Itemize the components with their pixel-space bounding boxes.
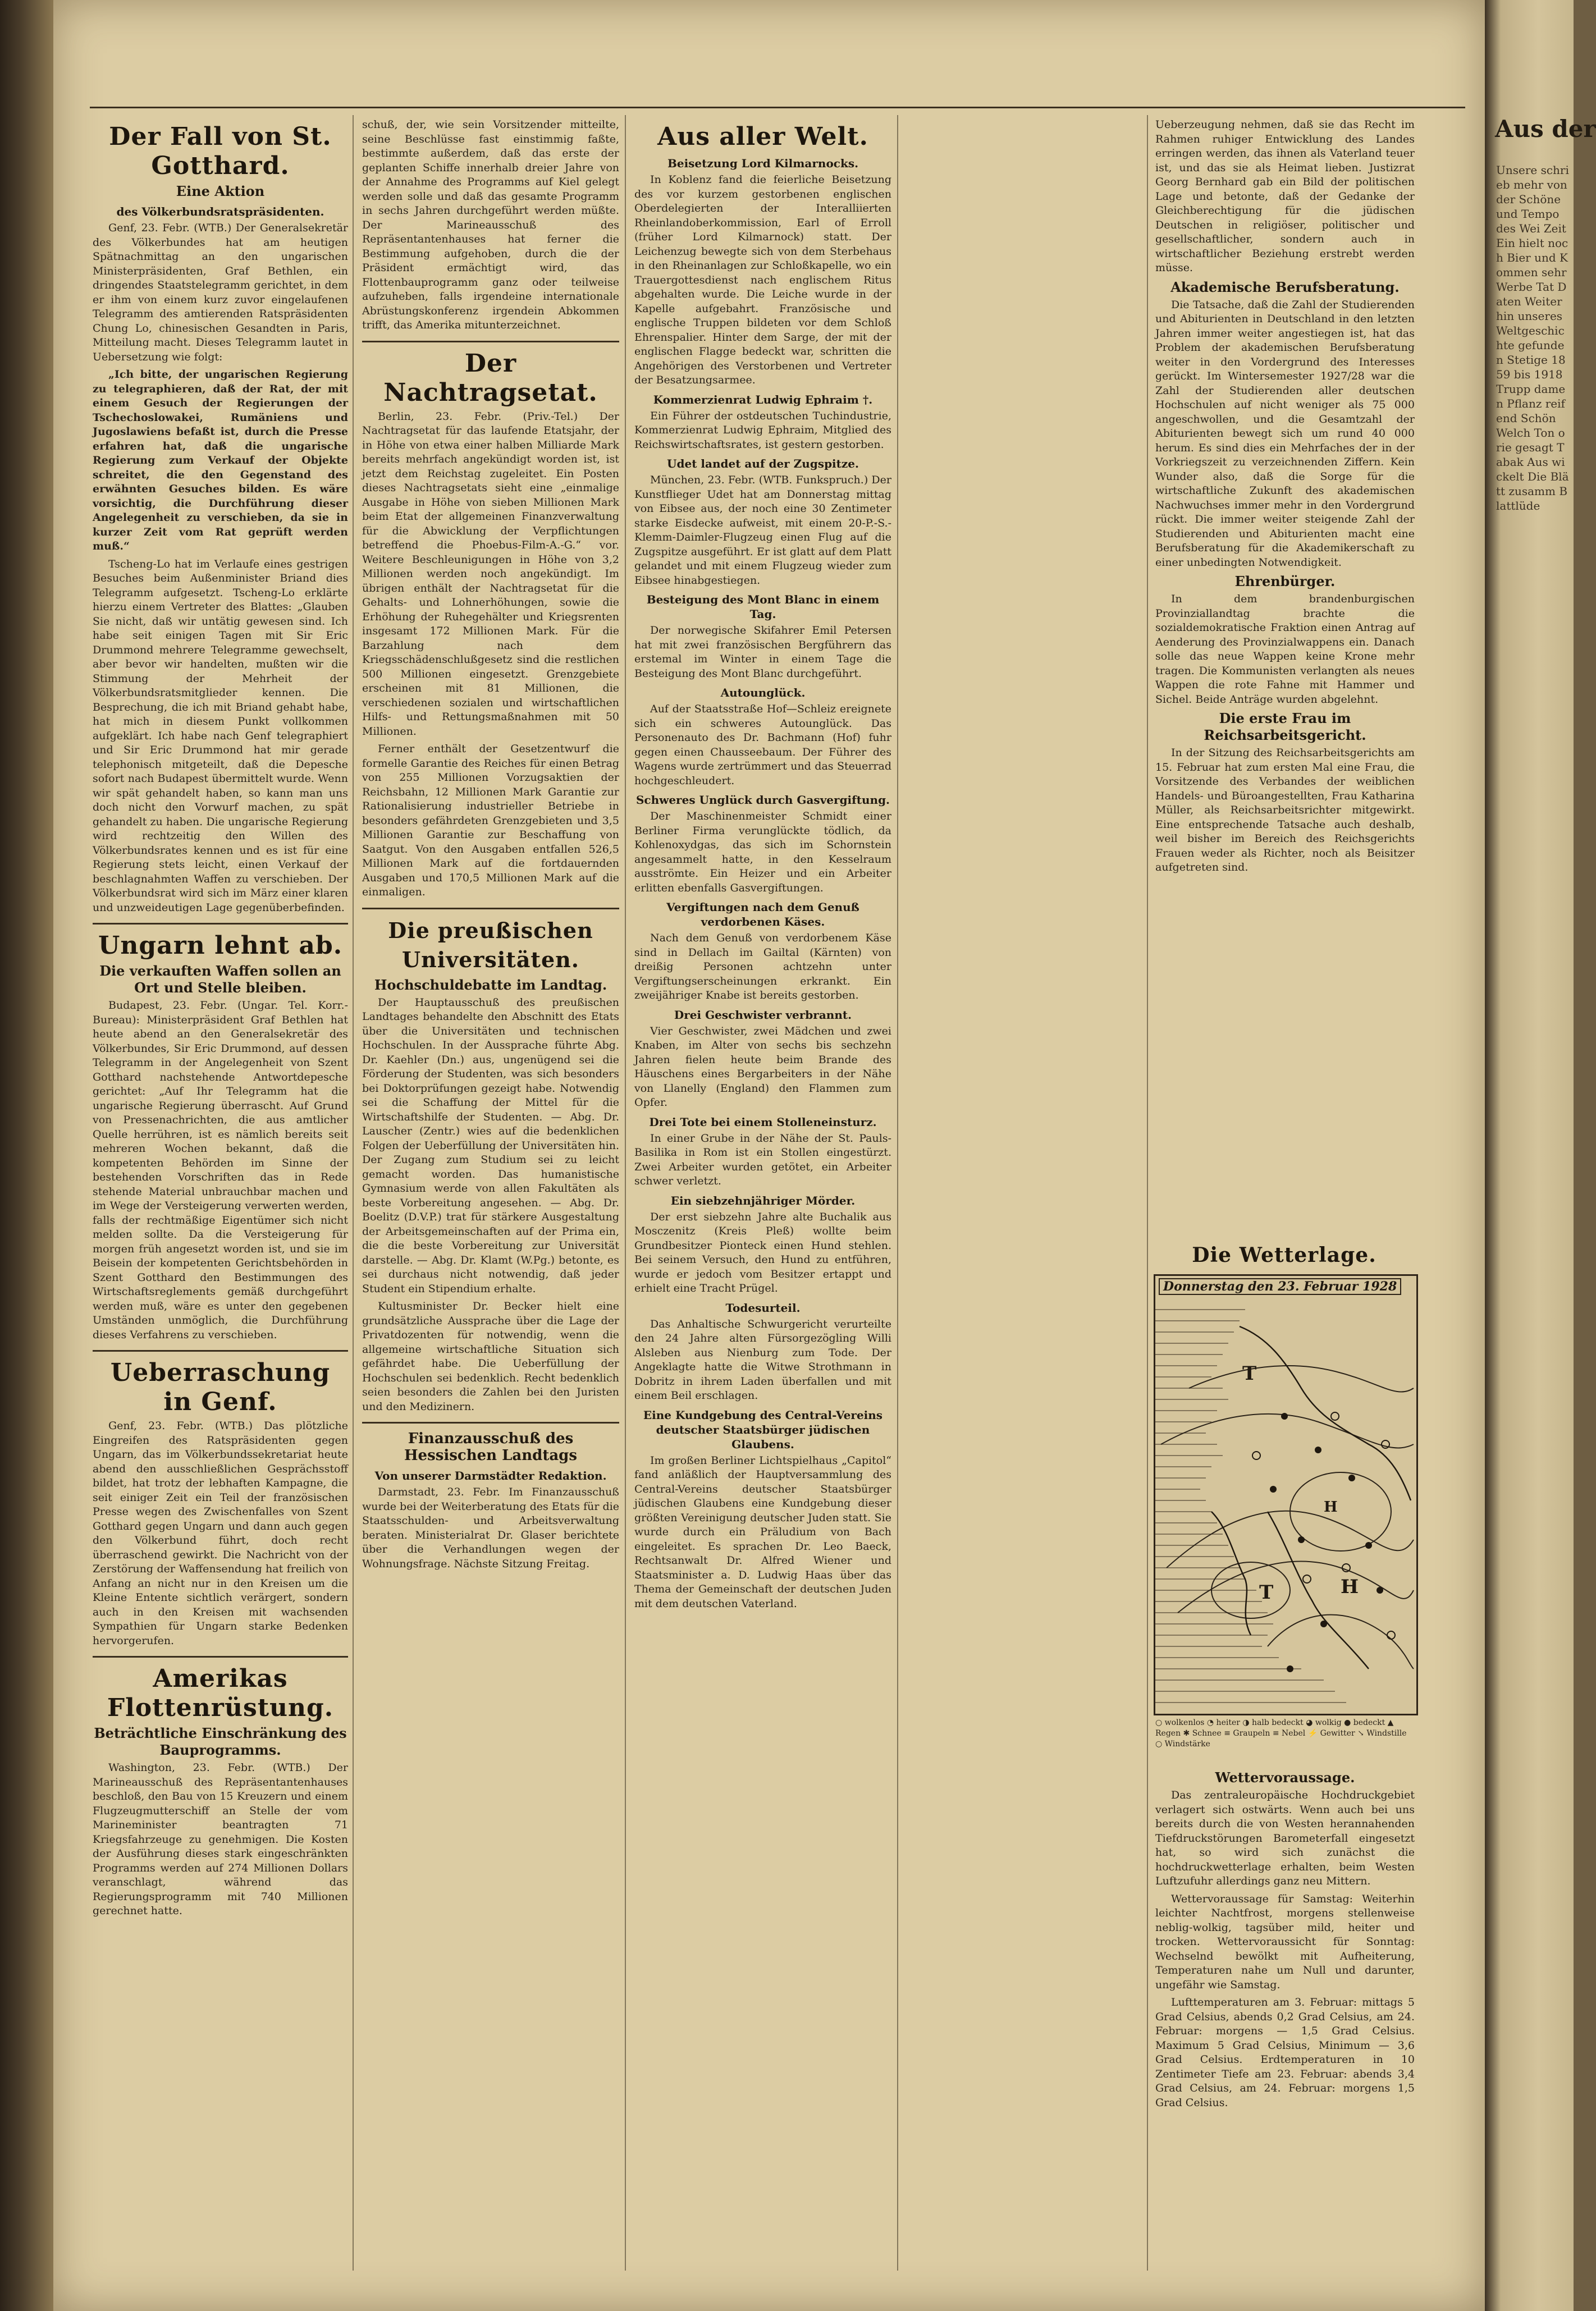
headline-wetterlage: Die Wetterlage.: [1192, 1243, 1377, 1267]
subheadline: Wettervoraussage.: [1215, 1769, 1355, 1786]
weather-map-graphic: [1155, 1276, 1416, 1714]
article-paragraph: Ueberzeugung nehmen, daß sie das Recht im Rahmen ruhiger Entwicklung des Landes erringen werden, das ihnen als Vaterland teuer ist, und das sie als Heimat lieben. Justizrat Georg Bernhard gab ein Bild der politischen Lage und betonte, daß der Gedanke der Gleichberechtigung für die jüdischen Deutschen in religiöser, politischer und gesellschaftlicher, sondern auch in wirtschaftlicher Beziehung erstrebt werden müsse.: [1155, 118, 1415, 274]
column-divider: [625, 115, 626, 2271]
article-paragraph: Berlin, 23. Febr. (Priv.-Tel.) Der Nachtragsetat für das laufende Etatsjahr, der in Höhe von etwa einer halben Milliarde Mark bereits mehrfach angekündigt worden ist, ist jetzt dem Reichstag zugeleitet. Ein Posten dieses Nachtragsetats sieht eine „einmalige Ausgabe in Höhe von sieben Millionen Mark beim Etat der allgemeinen Finanzverwaltung für die Abwicklung der Verpflichtungen betreffend die Phoebus-Film-A.-G.“ vor. Weitere Beschleunigungen in Höhe von 3,2 Millionen werden noch angekündigt. Im übrigen enthält der Nachtragsetat für die Gehalts- und Lohnerhöhungen, sowie die Erhöhung der Ruhegehälter und Kriegsrenten insgesamt 172 Millionen Mark. Für die Barzahlung nach dem Kriegsschädenschlußgesetz sind die restlichen 500 Millionen eingesetzt. Grenzgebiete erscheinen mit 81 Millionen, die verschiedenen sozialen und wirtschaftlichen Hilfs- und Rettungsmaßnahmen mit 50 Millionen.: [362, 410, 619, 738]
subheadline: Todesurteil.: [725, 1301, 801, 1315]
subheadline: Autounglück.: [720, 686, 806, 699]
article-paragraph: Darmstadt, 23. Febr. Im Finanzausschuß wurde bei der Weiterberatung des Etats für die Staatsschulden- und Arbeitsverwaltung beraten. Ministerialrat Dr. Glaser berichtete über die Verhandlungen wegen der Wohnungsfrage. Nächste Sitzung Freitag.: [362, 1486, 619, 1570]
adjacent-page-text: Unsere schrieb mehr von der Schöne und Tempo des Wei Zeit Ein hielt noch Bier und Kommen sehr Werbe Tat Daten Weiterhin unseres Weltgeschichte gefunden Stetige 1859 bis 1918 Trupp damen Pflanz reifend Schön Welch Ton orie gesagt Tabak Aus wickelt Die Blätt zusamm Blattlüde: [1496, 163, 1569, 512]
subheadline: Schweres Unglück durch Gasvergiftung.: [635, 793, 890, 807]
subheadline: Besteigung des Mont Blanc in einem Tag.: [646, 593, 880, 621]
section-rule: [93, 923, 348, 925]
article-paragraph: Das Anhaltische Schwurgericht verurteilte den 24 Jahre alten Fürsorgezögling Willi Alsleben aus Nienburg zum Tode. Der Angeklagte hatte die Witwe Strothmann in Dobritz in ihrem Laden überfallen und mit einem Beil erschlagen.: [634, 1317, 891, 1402]
article-paragraph: Genf, 23. Febr. (WTB.) Das plötzliche Eingreifen des Ratspräsidenten gegen Ungarn, das im Völkerbundssekretariat heute abend den ausschließlichen Gesprächsstoff bildet, hat trotz der lebhaften Kampagne, die seit einiger Zeit ein Teil der französischen Presse wegen des Zwischenfalles von Szent Gotthard gegen Ungarn und dann auch gegen den Völkerbund führt, doch recht überraschend gewirkt. Die Nachricht von der Zerstörung der Waffensendung hat freilich von Anfang an nicht nur in den Kreisen um die Kleine Entente sichtlich verärgert, sondern auch in den Kreisen mit wachsenden Sympathien für Ungarn starke Bedenken hervorgerufen.: [93, 1420, 348, 1647]
subheadline: Eine Kundgebung des Central-Vereins deutscher Staatsbürger jüdischen Glaubens.: [643, 1408, 883, 1451]
headline-aus-aller-welt: Aus aller Welt.: [657, 122, 868, 151]
article-paragraph: Vier Geschwister, zwei Mädchen und zwei Knaben, im Alter von sechs bis sechzehn Jahren fielen heute beim Brande des Häuschens eines Bergarbeiters in der Nähe von Llanelly (England) den Flammen zum Opfer.: [634, 1024, 891, 1109]
article-paragraph: Der Maschinenmeister Schmidt einer Berliner Firma verunglückte tödlich, da Kohlenoxydgas, das sich im Schornstein angesammelt hatte, in den Kesselraum ausströmte. Ein Heizer und ein Arbeiter erlitten ebenfalls Gasvergiftungen.: [634, 810, 891, 894]
subheadline: Die erste Frau im Reichsarbeitsgericht.: [1204, 710, 1366, 743]
article-paragraph: In einer Grube in der Nähe der St. Pauls-Basilika in Rom ist ein Stollen eingestürzt. Zwei Arbeiter wurden getötet, ein Arbeiter schwer verletzt.: [634, 1132, 891, 1187]
column-divider: [353, 115, 354, 2271]
article-paragraph: Der erst siebzehn Jahre alte Buchalik aus Mosczenitz (Kreis Pleß) wollte beim Grundbesitzer Pionteck einen Hund stehlen. Bei seinem Versuch, den Hund zu entführen, wurde er jedoch vom Besitzer ertappt und erhielt eine Tracht Prügel.: [634, 1210, 891, 1294]
article-paragraph: Die Tatsache, daß die Zahl der Studierenden und Abiturienten in Deutschland in den letzten Jahren immer weiter angestiegen ist, hat das Problem der akademischen Berufsberatung weiter in den Vordergrund des Interesses gerückt. Im Wintersemester 1927/28 war die Zahl der Studierenden aller deutschen Hochschulen auf nicht weniger als 75 000 angeschwollen, und die Gesamtzahl der Abiturienten bewegt sich um rund 40 000 herum. Es sind dies ein Mehrfaches der in der Vorkriegszeit zu verzeichnenden Ziffern. Kein Wunder also, daß die Sorge für die wirtschaftliche Zukunft des akademischen Nachwuchses immer mehr in den Vordergrund rückt. Die immer weiter steigende Zahl der Studierenden und Abiturienten macht eine Berufsberatung für die Akademikerschaft zu einer unbedingten Notwendigkeit.: [1155, 298, 1415, 569]
top-rule: [90, 107, 1465, 108]
section-rule: [362, 1422, 619, 1424]
article-paragraph: Der norwegische Skifahrer Emil Petersen hat mit zwei französischen Bergführern das erstemal im Winter in einem Tage die Besteigung des Mont Blanc durchgeführt.: [634, 624, 891, 680]
subheadline: Udet landet auf der Zugspitze.: [667, 457, 859, 470]
headline-nachtragsetat: Der Nachtragsetat.: [383, 349, 598, 407]
article-paragraph: Wettervoraussage für Samstag: Weiterhin leichter Nachtfrost, morgens stellenweise neblig-wolkig, tagsüber mild, heiter und trocken. Wettervoraussicht für Sonntag: Wechselnd bewölkt mit Aufheiterung, Temperaturen nahe um Null und darunter, ungefähr wie Samstag.: [1155, 1892, 1415, 1991]
subheadline: Beträchtliche Einschränkung des Bauprogramms.: [94, 1725, 347, 1758]
section-rule: [362, 341, 619, 342]
column-4-bottom: [1155, 1768, 1415, 2262]
weather-map-title: Donnerstag den 23. Februar 1928: [1159, 1278, 1401, 1295]
adjacent-page-headline: Aus der: [1495, 115, 1596, 143]
subheadline: Hochschuldebatte im Landtag.: [374, 976, 607, 993]
article-paragraph: Der Hauptausschuß des preußischen Landtages behandelte den Abschnitt des Etats über die Universitäten und technischen Hochschulen. In der Aussprache führte Abg. Dr. Kaehler (Dn.) aus, ungenügend sei die Förderung der Studenten, was sich besonders bei Doktorprüfungen gezeigt habe. Notwendig sei die Schaffung der Mittel für die Wirtschaftshilfe der Studenten. — Abg. Dr. Lauscher (Zentr.) wies auf die bedenklichen Folgen der Ueberfüllung der Universitäten hin. Der Zugang zum Studium sei zu leicht gemacht worden. Das humanistische Gymnasium werde von allen Fakultäten als beste Vorbereitung angesehen. — Abg. Dr. Boelitz (D.V.P.) trat für stärkere Ausgestaltung der Arbeitsgemeinschaften auf der Prima ein, die die beste Vorbereitung zur Universität darstelle. — Abg. Dr. Klamt (W.Pg.) betonte, es sei durchaus nicht notwendig, daß jeder Student ein Stipendium erhalte.: [362, 996, 619, 1295]
headline-st-gotthard: Der Fall von St. Gotthard.: [109, 122, 332, 180]
article-paragraph: Budapest, 23. Febr. (Ungar. Tel. Korr.-Bureau): Ministerpräsident Graf Bethlen hat heute abend an den Generalsekretär des Völkerbundes, Sir Eric Drummond, auf dessen Telegramm in der Angelegenheit von Szent Gotthard nachstehende Antwortdepesche gerichtet: „Auf Ihr Telegramm hat die ungarische Regierung überrascht. Auf Grund von Pressenachrichten, die aus amtlicher Quelle herrühren, ist es nämlich bereits seit mehreren Wochen bekannt, daß die kompetenten Behörden im Sinne der bestehenden Vorschriften das in Rede stehende Material unbrauchbar machen und im Wege der Versteigerung verwerten werden, falls der rechtmäßige Eigentümer sich nicht melden sollte. Da die Versteigerung für morgen früh angesetzt worden ist, und sie im Beisein der kompetenten Gerichtsbehörden in Szent Gotthard den Bestimmungen des Wirtschaftsreglements gemäß durchgeführt werden muß, wäre es unter den gegebenen Umständen unmöglich, die Durchführung dieses Verfahrens zu verschieben.: [93, 999, 348, 1341]
article-paragraph: Lufttemperaturen am 3. Februar: mittags 5 Grad Celsius, abends 0,2 Grad Celsius, am 24. Februar: morgens — 1,5 Grad Celsius. Maximum 5 Grad Celsius, Minimum — 3,6 Grad Celsius. Erdtemperaturen in 10 Zentimeter Tiefe am 23. Februar: abends 3,4 Grad Celsius, am 24. Februar: morgens 1,5 Grad Celsius.: [1155, 1996, 1415, 2109]
svg-text:H: H: [1341, 1576, 1359, 1598]
section-rule: [93, 1350, 348, 1352]
column-divider: [897, 115, 898, 2271]
article-paragraph: Tscheng-Lo hat im Verlaufe eines gestrigen Besuches beim Außenminister Briand dies Telegramm aufgesetzt. Tscheng-Lo erklärte hierzu einem Vertreter des Blattes: „Glauben Sie nicht, daß wir untätig gewesen sind. Ich habe seit einigen Tagen mit Sir Eric Drummond mehrere Telegramme gewechselt, aber bevor wir handelten, mußten wir die Stimmung der Mehrheit der Völkerbundsratsmitglieder kennen. Die Besprechung, die ich mit Briand gehabt habe, hat mich in diesem Punkt vollkommen aufgeklärt. Ich habe nach Genf telegraphiert und Sir Eric Drummond hat mir gerade telephonisch mitgeteilt, daß die Depesche sofort nach Budapest übermittelt wurde. Wenn wir spät gehandelt haben, so kann man uns doch nicht den Vorwurf machen, zu spät gehandelt zu haben. Die ungarische Regierung wird rechtzeitig den Willen des Völkerbundsrates kennen und es ist für eine Regierung stets leicht, einen Verkauf der beschlagnahmten Waffen zu verschieben. Der Völkerbundsrat wird sich im März einer klaren und unzweideutigen Lage gegenüberbefinden.: [93, 557, 348, 914]
subheadline: Kommerzienrat Ludwig Ephraim †.: [653, 392, 873, 406]
subheadline: Beisetzung Lord Kilmarnocks.: [667, 157, 859, 170]
book-spine-left: [0, 0, 53, 2311]
weather-map: [1154, 1274, 1418, 1715]
headline-universitaeten: Die preußischen Universitäten.: [388, 917, 593, 972]
svg-text:T: T: [1242, 1362, 1257, 1385]
subheadline: Akademische Berufsberatung.: [1170, 278, 1400, 295]
headline-ungarn: Ungarn lehnt ab.: [98, 931, 343, 960]
subheadline: Ein siebzehnjähriger Mörder.: [670, 1193, 856, 1207]
article-paragraph: „Ich bitte, der ungarischen Regierung zu telegraphieren, daß der Rat, der mit einem Gesuch der Regierungen der Tschechoslowakei, Rumäniens und Jugoslawiens befaßt ist, durch die Presse erfahren hat, daß die ungarische Regierung zum Verkauf der Objekte schreitet, die den Gegenstand des erwähnten Gesuches bilden. Es wäre vorsichtig, die Durchführung dieser Angelegenheit zu verschieben, da sie in kurzer Zeit vom Rat geprüft werden muß.“: [93, 368, 348, 552]
svg-text:H: H: [1324, 1499, 1338, 1516]
subheadline: Vergiftungen nach dem Genuß verdorbenen Käses.: [666, 900, 859, 928]
column-1: [93, 118, 348, 2268]
article-paragraph: Das zentraleuropäische Hochdruckgebiet verlagert sich ostwärts. Wenn auch bei uns bereits durch die von Westen herannahenden Tiefdruckstörungen Barometerfall eingesetzt hat, so wird sich zunächst die hochdruckwetterlage erhalten, beim Westen Luftzufuhr allerdings ganz neu Mittern.: [1155, 1789, 1415, 1887]
article-paragraph: Im großen Berliner Lichtspielhaus „Capitol“ fand anläßlich der Hauptversammlung des Central-Vereins deutscher Staatsbürger jüdischen Glaubens eine Kundgebung dieser größten Vereinigung deutscher Juden statt. Sie wurde durch ein Präludium von Bach eingeleitet. Es sprachen Dr. Leo Baeck, Rechtsanwalt Dr. Alfred Wiener und Staatsminister a. D. Ludwig Haas über das Thema der Gemeinschaft der deutschen Juden mit dem deutschen Vaterland.: [634, 1454, 891, 1610]
article-paragraph: Genf, 23. Febr. (WTB.) Der Generalsekretär des Völkerbundes hat am heutigen Spätnachmittag an den ungarischen Ministerpräsidenten, Graf Bethlen, ein dringendes Staatstelegramm gerichtet, in dem er ihm von einem kurz zuvor eingelaufenen Telegramm des amtierenden Ratspräsidenten Chung Lo, chinesischen Gesandten in Paris, Mitteilung macht. Dieses Telegramm lautet in Uebersetzung wie folgt:: [93, 222, 348, 363]
article-paragraph: In dem brandenburgischen Provinziallandtag brachte die sozialdemokratische Fraktion einen Antrag auf Aenderung des Provinzialwappens ein. Danach solle das neue Wappen keine Krone mehr tragen. Die Kommunisten verlangten als neues Wappen die rote Fahne mit Hammer und Sichel. Beide Anträge wurden abgelehnt.: [1155, 593, 1415, 706]
column-3: [634, 118, 891, 2268]
subheadline: des Völkerbundsratspräsidenten.: [116, 205, 324, 218]
article-paragraph: Kultusminister Dr. Becker hielt eine grundsätzliche Aussprache über die Lage der Privatdozenten für notwendig, wenn die allgemeine wirtschaftliche Situation sich gefährdet habe. Die Ueberfüllung der Hochschulen sei bedenklich. Recht bedenklich seien besonders die Zahlen bei den Juristen und den Medizinern.: [362, 1300, 619, 1413]
adjacent-page-edge: [1485, 0, 1596, 2311]
article-paragraph: Nach dem Genuß von verdorbenem Käse sind in Dellach im Gailtal (Kärnten) von dreißig Personen achtzehn unter Vergiftungserscheinungen erkrankt. Ein zweijähriger Knabe ist bereits gestorben.: [634, 932, 891, 1001]
headline-amerika: Amerikas Flottenrüstung.: [107, 1664, 334, 1722]
article-paragraph: In Koblenz fand die feierliche Beisetzung des vor kurzem gestorbenen englischen Oberdelegierten der Interalliierten Rheinlandoberkommission, Earl of Erroll (früher Lord Kilmarnock) statt. Der Leichenzug bewegte sich von dem Sterbehaus in den Rheinanlagen zur Schloßkapelle, wo ein Trauergottesdienst nach englischem Ritus abgehalten wurde. Die Leiche wurde in der Kapelle aufgebahrt. Französische und englische Truppen bildeten vor dem Schloß Ehrenspalier. Hinter dem Sarge, der mit der englischen Flagge bedeckt war, schritten die Angehörigen des Verstorbenen und Vertreter der Besatzungsarmee.: [634, 173, 891, 386]
article-paragraph: München, 23. Febr. (WTB. Funkspruch.) Der Kunstflieger Udet hat am Donnerstag mittag von Eibsee aus, der noch eine 30 Zentimeter starke Eisdecke aufweist, mit einem 20-P.-S.-Klemm-Daimler-Flugzeug einen Flug auf die Zugspitze ausgeführt. Er ist glatt auf dem Platt gelandet und mit einem Flugzeug wieder zum Eibsee hinabgestiegen.: [634, 474, 891, 587]
article-paragraph: Washington, 23. Febr. (WTB.) Der Marineausschuß des Repräsentantenhauses beschloß, den Bau von 15 Kreuzern und einem Flugzeugmutterschiff an Stelle der vom Marineminister beantragten 71 Kriegsfahrzeuge zu genehmigen. Die Kosten der Ausführung dieses stark eingeschränkten Programms werden auf 274 Millionen Dollars veranschlagt, während das Regierungsprogramm mit 740 Millionen gerechnet hatte.: [93, 1761, 348, 1917]
headline-finanzausschuss: Finanzausschuß des Hessischen Landtags: [404, 1430, 577, 1464]
weather-heading: [1154, 1241, 1415, 1270]
weather-map-legend: ○ wolkenlos ◔ heiter ◑ halb bedeckt ◕ wolkig ● bedeckt ▲ Regen ✱ Schnee ≡ Graupeln ≡ Nebel ⚡ Gewitter ↘ Windstille ○ Windstärke: [1155, 1718, 1407, 1749]
column-4-top: [1155, 118, 1415, 1241]
svg-text:T: T: [1259, 1581, 1274, 1604]
column-divider: [1147, 115, 1148, 2271]
subheadline: Drei Tote bei einem Stolleneinsturz.: [649, 1115, 877, 1129]
section-rule: [93, 1656, 348, 1658]
subheadline: Drei Geschwister verbrannt.: [674, 1008, 852, 1022]
subheadline: Die verkauften Waffen sollen an Ort und Stelle bleiben.: [99, 963, 341, 996]
subheadline: Eine Aktion: [176, 183, 265, 199]
column-2: [362, 118, 619, 2268]
article-paragraph: Auf der Staatsstraße Hof—Schleiz ereignete sich ein schweres Autounglück. Das Personenauto des Dr. Bachmann (Hof) fuhr gegen einen Chausseebaum. Der Führer des Wagens wurde zertrümmert und das Steuerrad hochgeschleudert.: [634, 703, 891, 787]
subheadline: Ehrenbürger.: [1234, 573, 1336, 589]
article-paragraph: Ein Führer der ostdeutschen Tuchindustrie, Kommerzienrat Ludwig Ephraim, Mitglied des Reichswirtschaftsrates, ist gestern gestorben.: [634, 409, 891, 451]
subheadline: Von unserer Darmstädter Redaktion.: [374, 1469, 607, 1482]
article-paragraph: Ferner enthält der Gesetzentwurf die formelle Garantie des Reiches für einen Betrag von 255 Millionen Vorzugsaktien der Reichsbahn, 12 Millionen Mark Garantie zur Rationalisierung industrieller Betriebe in besonders gefährdeten Grenzgebieten und 3,5 Millionen Garantie zur Beschaffung von Saatgut. Von den Ausgaben entfallen 526,5 Millionen Mark auf die fortdauernden Ausgaben und 170,5 Millionen Mark auf die einmaligen.: [362, 743, 619, 898]
headline-genf: Ueberraschung in Genf.: [110, 1358, 331, 1416]
article-paragraph: schuß, der, wie sein Vorsitzender mitteilte, seine Beschlüsse fast einstimmig faßte, bestimmte außerdem, daß das erste der geplanten Schiffe innerhalb dreier Jahre von der Annahme des Programms auf Kiel gelegt werden solle und daß das gesamte Programm in sechs Jahren durchgeführt werden müßte. Der Marineausschuß des Repräsentantenhauses hat ferner die Bestimmung aufgehoben, durch die der Präsident ermächtigt wird, das Flottenbauprogramm ganz oder teilweise aufzuheben, falls irgendeine internationale Abrüstungskonferenz irgendein Abkommen trifft, das Amerika mitunterzeichnet.: [362, 118, 619, 331]
article-paragraph: In der Sitzung des Reichsarbeitsgerichts am 15. Februar hat zum ersten Mal eine Frau, die Vorsitzende des Verbandes der weiblichen Handels- und Büroangestellten, Frau Katharina Müller, als Reichsarbeitsrichter mitgewirkt. Eine entsprechende Tatsache auch deshalb, weil bisher im Bereich des Reichsgerichts Frauen weder als Richter, noch als Beisitzer aufgetreten sind.: [1155, 747, 1415, 873]
section-rule: [362, 908, 619, 909]
